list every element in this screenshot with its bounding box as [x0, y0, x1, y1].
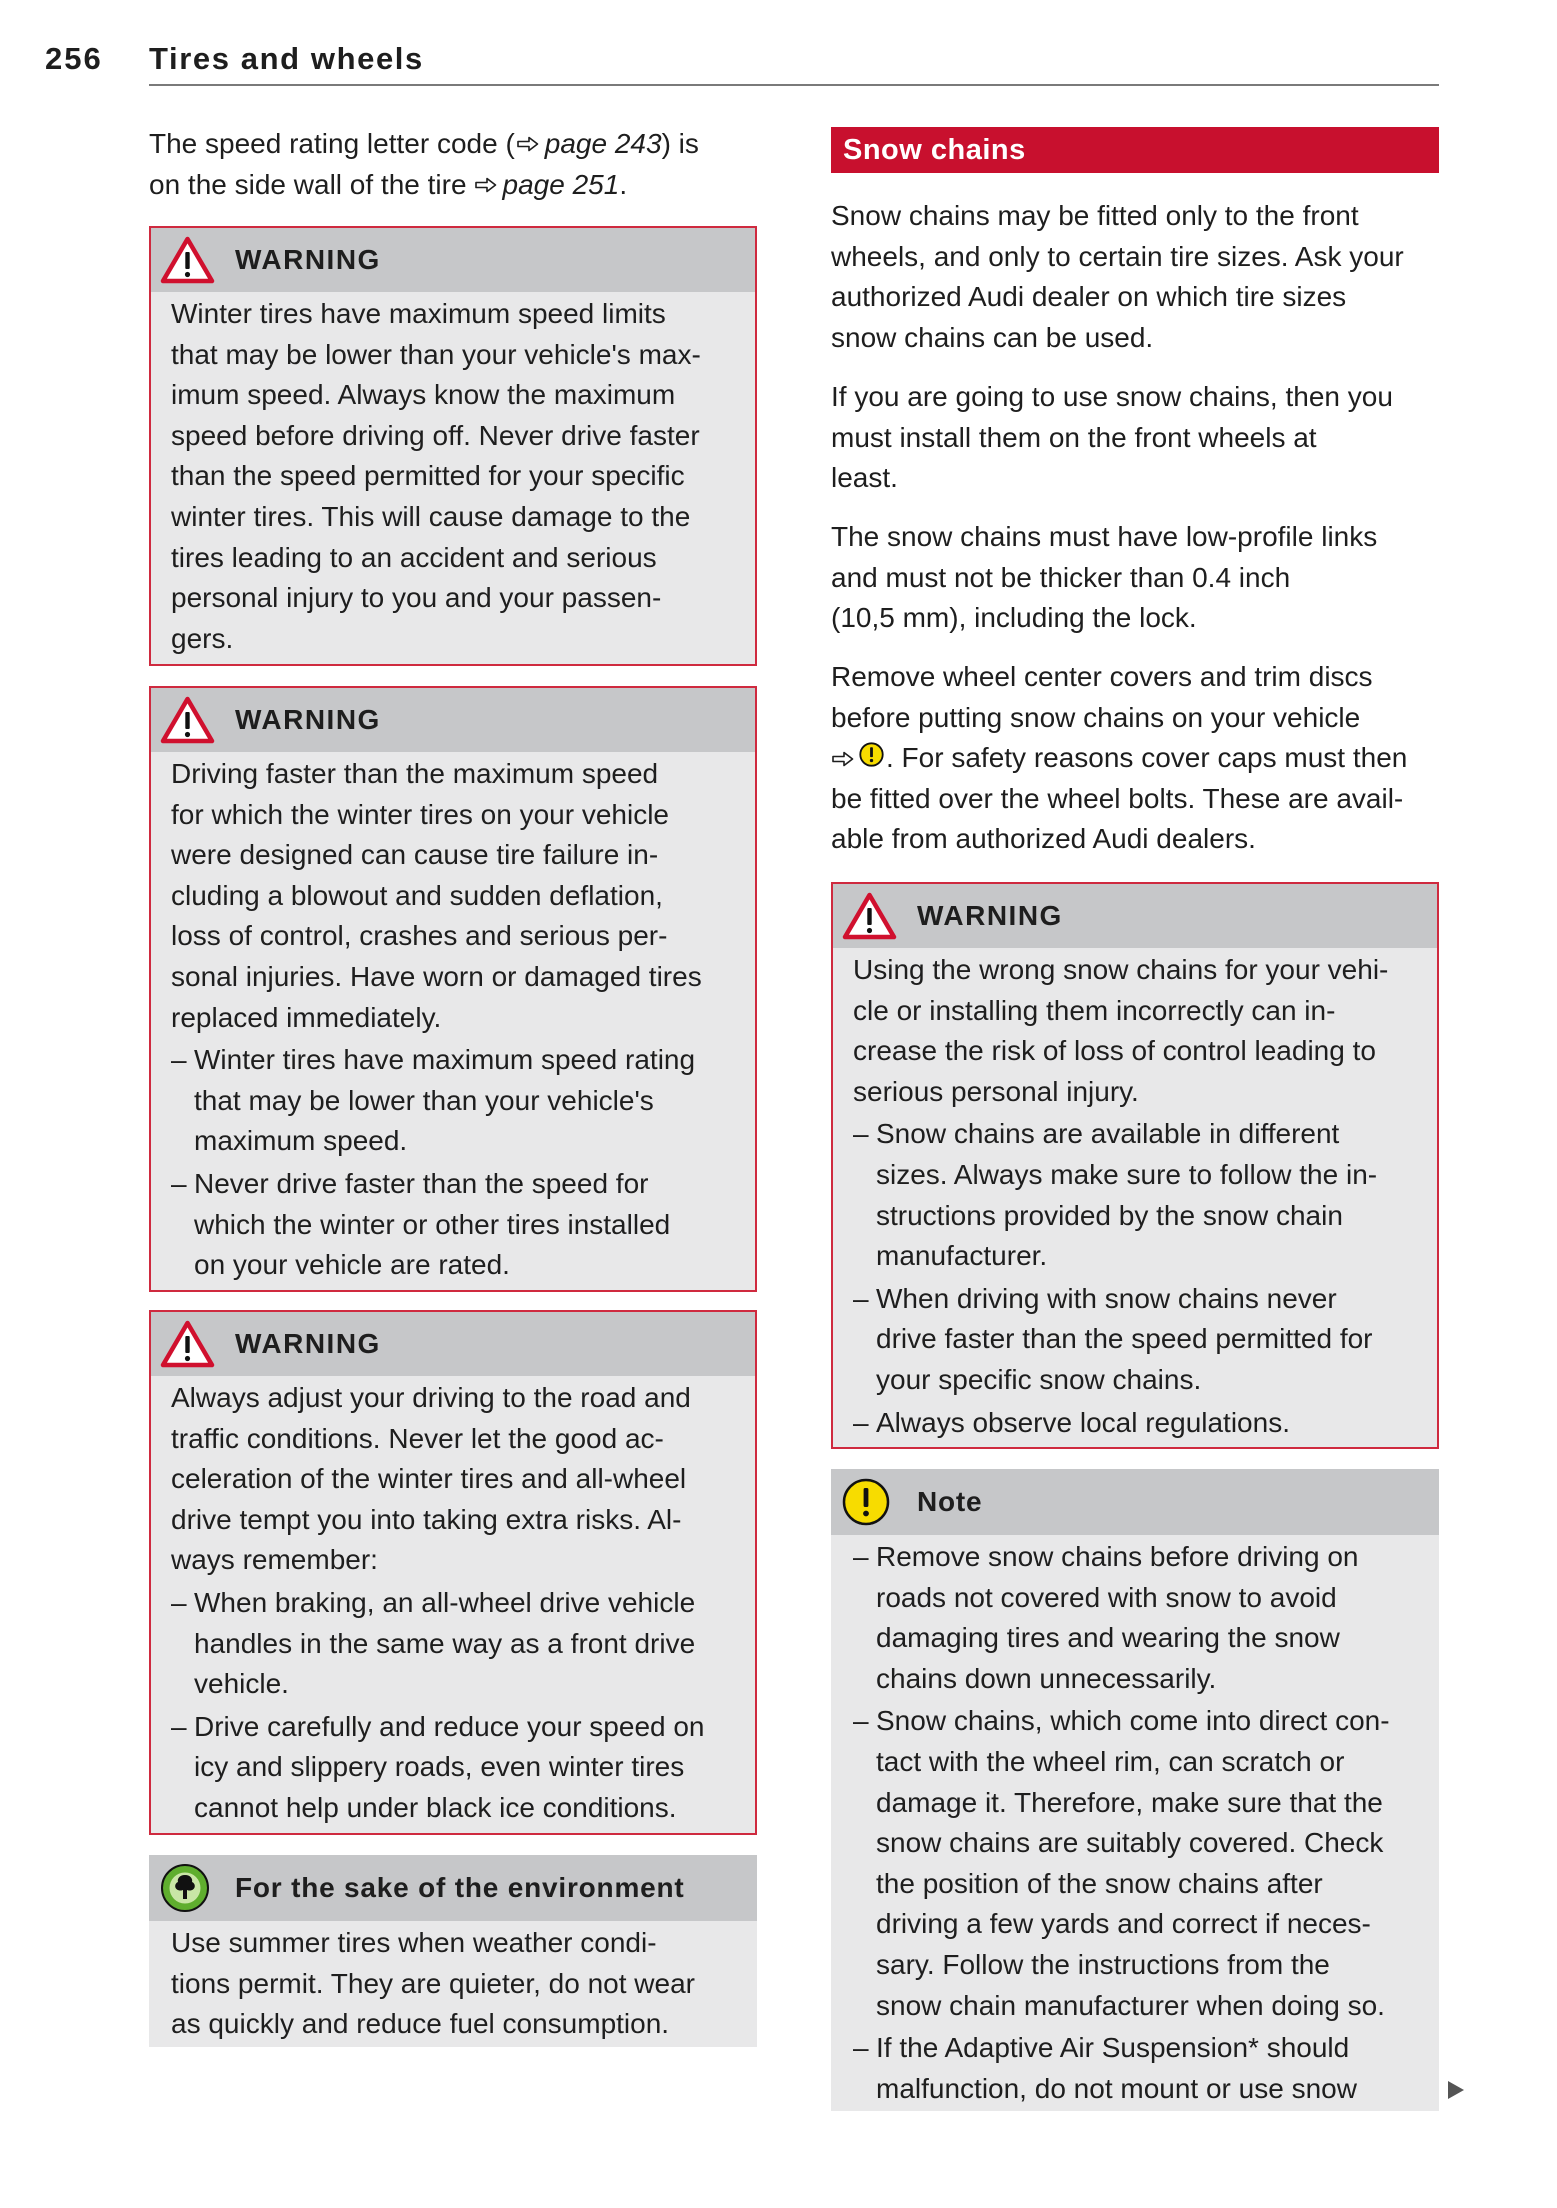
body-line: serious personal injury. — [853, 1075, 1139, 1107]
page-reference-link[interactable]: page 251 — [502, 168, 620, 200]
body-line: tires leading to an accident and serious — [171, 541, 657, 573]
list-item-line: sary. Follow the instructions from the — [876, 1948, 1330, 1980]
list-item-line: chains down unnecessarily. — [876, 1662, 1217, 1694]
list-item-line: Always observe local regulations. — [876, 1406, 1290, 1438]
list-item-line: that may be lower than your vehicle's — [194, 1084, 654, 1116]
list-item-line: Snow chains are available in different — [876, 1118, 1340, 1150]
body-line: than the speed permitted for your specific — [171, 460, 685, 492]
list-item-line: Winter tires have maximum speed rating — [194, 1044, 696, 1076]
arrow-right-icon[interactable] — [517, 123, 539, 164]
warning-title: WARNING — [235, 1328, 381, 1359]
list-dash: – — [171, 1710, 187, 1742]
list-item-line: driving a few yards and correct if neces- — [876, 1908, 1371, 1940]
body-line: Winter tires have maximum speed limits — [171, 298, 666, 329]
list-item-line: icy and slippery roads, even winter tires — [194, 1751, 685, 1783]
list-item — [171, 1040, 743, 1162]
body-line: able from authorized Audi dealers. — [831, 823, 1256, 855]
list-item-line: handles in the same way as a front drive — [194, 1627, 696, 1659]
intro-text: The speed rating letter code ( — [149, 128, 515, 159]
body-line: crease the risk of loss of control leading to — [853, 1035, 1376, 1067]
list-item-line: roads not covered with snow to avoid — [876, 1581, 1337, 1613]
list-dash: – — [853, 1282, 869, 1314]
list-item-line: drive faster than the speed permitted for — [876, 1323, 1373, 1355]
list-item — [853, 2028, 1427, 2109]
intro-text: on the side wall of the tire — [149, 168, 467, 200]
environment-tree-icon — [160, 1863, 210, 1913]
warning-triangle-icon — [160, 236, 215, 284]
body-line: gers. — [171, 622, 234, 654]
intro-line — [149, 124, 757, 165]
list-item-line: If the Adaptive Air Suspension* should — [876, 2032, 1350, 2064]
list-item-line: the position of the snow chains after — [876, 1867, 1323, 1899]
list-item — [171, 1707, 743, 1829]
arrow-right-icon[interactable] — [832, 738, 854, 779]
body-line: as quickly and reduce fuel consumption. — [171, 2008, 670, 2040]
warning-header — [151, 228, 755, 292]
warning-title: WARNING — [235, 704, 381, 735]
list-item — [171, 1583, 743, 1705]
list-item-line: cannot help under black ice conditions. — [194, 1791, 677, 1823]
list-item-line: When driving with snow chains never — [876, 1282, 1337, 1314]
body-line: speed before driving off. Never drive faster — [171, 419, 700, 451]
arrow-right-icon[interactable] — [475, 164, 497, 205]
list-item — [853, 1403, 1425, 1444]
body-line: winter tires. This will cause damage to the — [171, 500, 691, 532]
environment-box — [149, 1855, 757, 2047]
list-dash: – — [853, 1705, 869, 1737]
body-line: tions permit. They are quieter, do not wear — [171, 1967, 695, 1999]
note-box — [831, 1469, 1439, 2111]
list-item — [853, 1701, 1427, 2026]
body-line: imum speed. Always know the maximum — [171, 379, 676, 411]
list-dash: – — [853, 2032, 869, 2064]
list-item — [853, 1114, 1425, 1276]
paragraph — [831, 517, 1439, 639]
intro-text: . — [619, 168, 628, 200]
body-line: loss of control, crashes and serious per- — [171, 920, 668, 952]
body-line: If you are going to use snow chains, then you — [831, 381, 1393, 412]
list-dash: – — [171, 1586, 187, 1618]
list-item-line: Remove snow chains before driving on — [876, 1541, 1359, 1572]
list-dash: – — [853, 1118, 869, 1150]
environment-header — [149, 1855, 757, 1921]
paragraph — [831, 377, 1439, 499]
continued-arrow-icon — [1446, 2079, 1466, 2101]
warning-header — [833, 884, 1437, 948]
list-item-line: manufacturer. — [876, 1240, 1048, 1272]
environment-body — [149, 1921, 757, 2045]
body-line — [831, 738, 1439, 779]
body-line: traffic conditions. Never let the good ac- — [171, 1422, 664, 1454]
warning-box-winter-speed-limits — [149, 226, 757, 666]
body-line: before putting snow chains on your vehicle — [831, 701, 1361, 733]
intro-paragraph — [149, 124, 757, 205]
list-item-line: Never drive faster than the speed for — [194, 1167, 649, 1199]
paragraph — [831, 196, 1439, 358]
warning-header — [151, 688, 755, 752]
list-item-line: When braking, an all-wheel drive vehicle — [194, 1586, 696, 1618]
body-line: replaced immediately. — [171, 1001, 442, 1033]
body-line: cluding a blowout and sudden deflation, — [171, 879, 663, 911]
list-item-line: maximum speed. — [194, 1125, 408, 1157]
list-item-line: malfunction, do not mount or use snow — [876, 2072, 1357, 2104]
warning-box-exceeding-speed — [149, 686, 757, 1292]
header-rule — [149, 84, 1439, 86]
body-text: . For safety reasons cover caps must then — [886, 742, 1408, 774]
warning-title: WARNING — [917, 900, 1063, 931]
note-reference-icon[interactable] — [859, 738, 884, 779]
page-number: 256 — [45, 41, 103, 76]
body-line: wheels, and only to certain tire sizes. Ask your — [831, 240, 1404, 272]
intro-line — [149, 165, 757, 206]
paragraph — [831, 657, 1439, 860]
list-item-line: Drive carefully and reduce your speed on — [194, 1710, 705, 1742]
note-body — [831, 1535, 1439, 2109]
warning-triangle-icon — [842, 892, 897, 940]
warning-body — [151, 292, 755, 659]
note-exclamation-icon — [842, 1478, 890, 1526]
list-dash: – — [171, 1044, 187, 1076]
warning-triangle-icon — [160, 696, 215, 744]
list-item-line: snow chains are suitably covered. Check — [876, 1827, 1384, 1859]
body-line: Snow chains may be fitted only to the front — [831, 200, 1359, 231]
warning-body — [151, 1376, 755, 1829]
body-line: Remove wheel center covers and trim discs — [831, 661, 1373, 692]
list-item — [853, 1279, 1425, 1401]
list-dash: – — [853, 1541, 869, 1572]
warning-box-driving-conditions — [149, 1310, 757, 1835]
list-item-line: vehicle. — [194, 1668, 289, 1700]
body-line: be fitted over the wheel bolts. These are avail- — [831, 782, 1404, 814]
body-line: that may be lower than your vehicle's max- — [171, 338, 701, 370]
body-line: (10,5 mm), including the lock. — [831, 602, 1197, 634]
body-line: Always adjust your driving to the road and — [171, 1382, 691, 1413]
body-line: Use summer tires when weather condi- — [171, 1927, 657, 1958]
list-item-line: tact with the wheel rim, can scratch or — [876, 1745, 1345, 1777]
warning-box-snow-chains — [831, 882, 1439, 1449]
list-item — [853, 1537, 1427, 1699]
list-item-line: damaging tires and wearing the snow — [876, 1622, 1340, 1654]
body-line: ways remember: — [171, 1544, 378, 1576]
list-item — [171, 1164, 743, 1286]
note-header — [831, 1469, 1439, 1535]
list-item-line: Snow chains, which come into direct con- — [876, 1705, 1390, 1737]
body-line: authorized Audi dealer on which tire sizes — [831, 281, 1347, 313]
note-title: Note — [917, 1486, 983, 1517]
warning-body — [833, 948, 1437, 1443]
body-line: drive tempt you into taking extra risks. Al- — [171, 1503, 682, 1535]
list-item-line: damage it. Therefore, make sure that the — [876, 1786, 1383, 1818]
environment-title: For the sake of the environment — [235, 1872, 685, 1903]
list-dash: – — [171, 1167, 187, 1199]
section-heading-snow-chains: Snow chains — [831, 127, 1439, 173]
body-line: were designed can cause tire failure in- — [171, 839, 659, 871]
body-line: least. — [831, 462, 898, 494]
body-line: sonal injuries. Have worn or damaged tires — [171, 960, 702, 992]
body-line: and must not be thicker than 0.4 inch — [831, 561, 1291, 593]
body-line: snow chains can be used. — [831, 321, 1154, 353]
list-item-line: your specific snow chains. — [876, 1363, 1202, 1395]
page-reference-link[interactable]: page 243 — [544, 128, 662, 159]
warning-triangle-icon — [160, 1320, 215, 1368]
body-line: The snow chains must have low-profile links — [831, 521, 1378, 552]
warning-title: WARNING — [235, 244, 381, 275]
body-line: Driving faster than the maximum speed — [171, 758, 659, 789]
list-item-line: structions provided by the snow chain — [876, 1199, 1343, 1231]
warning-header — [151, 1312, 755, 1376]
warning-body — [151, 752, 755, 1286]
intro-text: ) is — [661, 128, 699, 159]
list-item-line: sizes. Always make sure to follow the in- — [876, 1158, 1378, 1190]
list-item-line: snow chain manufacturer when doing so. — [876, 1989, 1385, 2021]
body-line: personal injury to you and your passen- — [171, 582, 662, 614]
body-line: must install them on the front wheels at — [831, 421, 1317, 453]
section-title: Tires and wheels — [149, 41, 424, 76]
list-item-line: which the winter or other tires installed — [194, 1208, 671, 1240]
list-dash: – — [853, 1406, 869, 1438]
body-line: for which the winter tires on your vehicle — [171, 798, 669, 830]
body-line: celeration of the winter tires and all-wheel — [171, 1463, 687, 1495]
body-line: Using the wrong snow chains for your vehi- — [853, 954, 1389, 985]
list-item-line: on your vehicle are rated. — [194, 1249, 510, 1281]
body-line: cle or installing them incorrectly can in- — [853, 994, 1336, 1026]
